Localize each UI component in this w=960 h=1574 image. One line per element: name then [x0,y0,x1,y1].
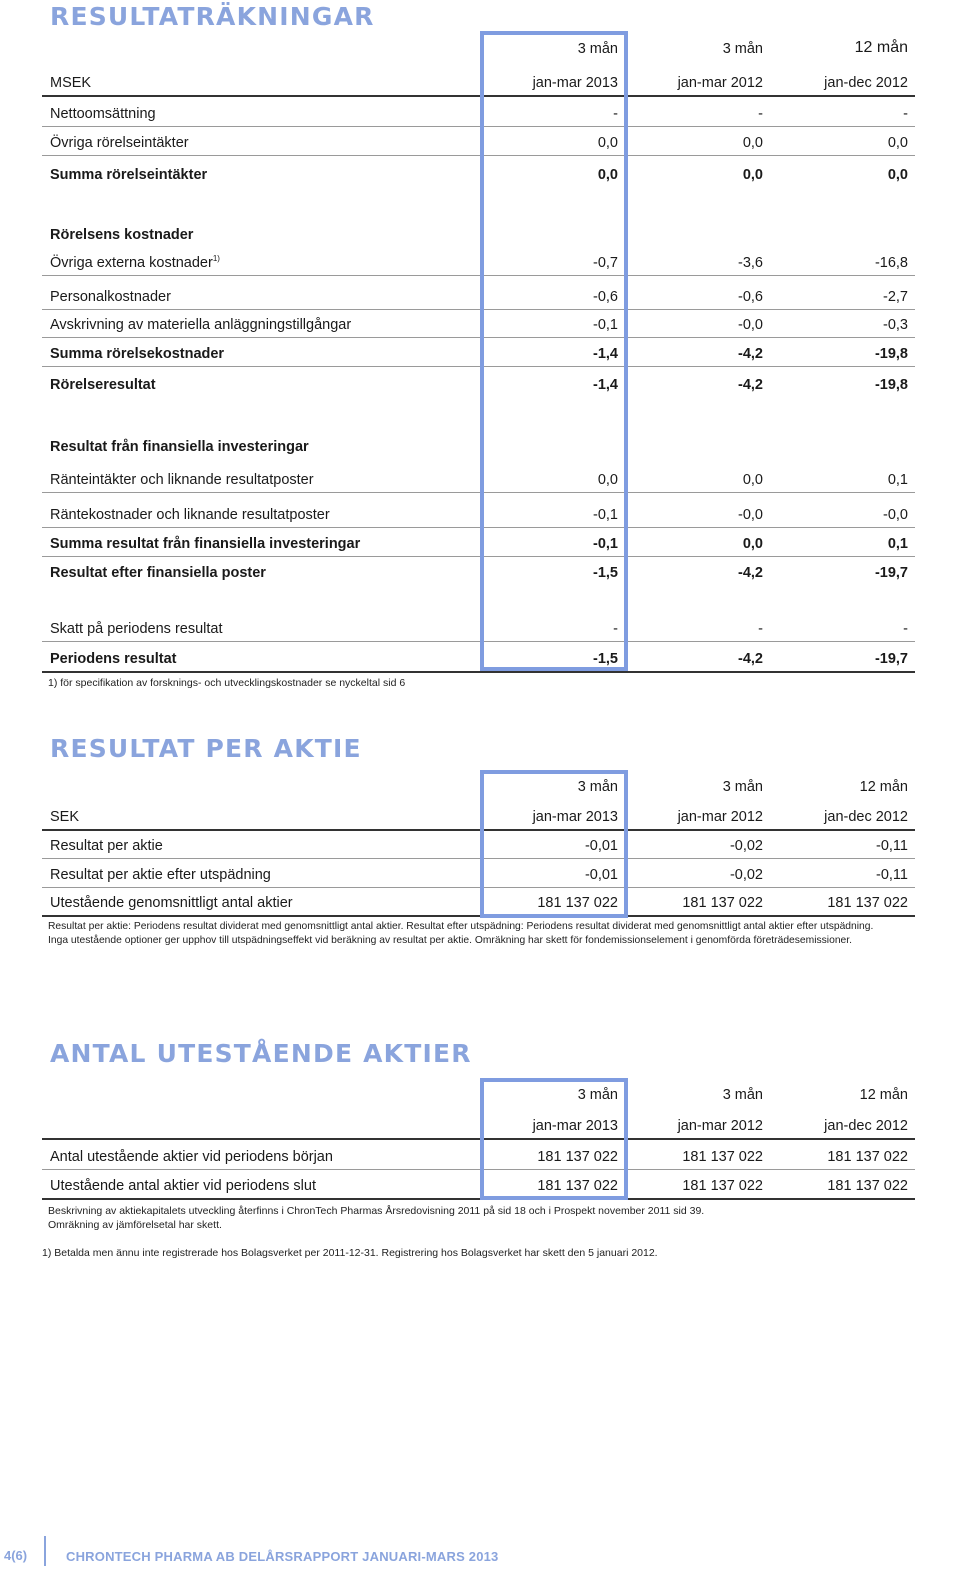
header-range-col2: jan-mar 2012 [677,809,763,825]
header-period-col2: 3 mån [722,779,763,795]
row-value-col2: 0,0 [742,167,763,183]
eps-note: Inga utestående optioner ger upphov till utspädningseffekt vid beräkning av resultat per aktie. Omräkning har skett för fondemissionselement i genomförda företrädesemissioner. [48,935,852,946]
row-value-col2: -3,6 [738,255,763,271]
row-value-col1: 181 137 022 [537,1149,618,1165]
row-value-col1: 181 137 022 [537,895,618,911]
header-range-col3: jan-dec 2012 [824,1118,908,1134]
row-value-col2: 0,0 [742,135,763,151]
header-range-col1: jan-mar 2013 [532,809,618,825]
row-value-col3: -16,8 [874,255,908,271]
row-value-col3: 181 137 022 [827,1178,908,1194]
row-value-col3: -19,8 [874,346,908,362]
table-row [42,498,915,528]
row-label: Utestående antal aktier vid periodens slut [50,1178,316,1194]
header-period-col3: 12 mån [859,1087,908,1103]
header-period-col3: 12 mån [854,39,908,56]
row-value-col1: -0,1 [593,317,618,333]
row-value-col3: -19,8 [874,377,908,393]
header-period-col2: 3 mån [722,41,763,57]
row-value-col2: -4,2 [738,377,763,393]
row-label: Resultat efter finansiella poster [50,565,266,581]
row-label: Resultat per aktie efter utspädning [50,867,271,883]
row-value-col2: -0,0 [738,317,763,333]
row-value-col2: 0,0 [742,472,763,488]
row-value-col1: -0,1 [593,507,618,523]
row-value-col2: 181 137 022 [682,1149,763,1165]
row-label: Nettoomsättning [50,106,156,122]
header-range-col2: jan-mar 2012 [677,1118,763,1134]
table-row-total [42,337,915,367]
row-label: Resultat per aktie [50,838,163,854]
header-period-row [42,770,915,799]
table-row [42,829,915,859]
unit-label: MSEK [50,75,92,91]
header-period-col1: 3 mån [577,41,618,57]
row-value-col3: -0,11 [876,838,908,854]
header-range-row [42,66,915,97]
row-value-col1: -1,4 [593,346,618,362]
row-value-col3: 181 137 022 [827,895,908,911]
table-row [42,858,915,888]
row-label: Summa resultat från finansiella investeringar [50,536,361,552]
row-label: Räntekostnader och liknande resultatposter [50,507,330,523]
unit-label: SEK [50,809,80,825]
row-value-col3: 0,1 [887,472,908,488]
header-range-col1: jan-mar 2013 [532,75,618,91]
row-label: Utestående genomsnittligt antal aktier [50,895,293,911]
row-value-col3: 0,1 [887,536,908,552]
header-range-col2: jan-mar 2012 [677,75,763,91]
row-value-col2: - [758,621,763,637]
row-value-col1: 0,0 [597,472,618,488]
table-row [42,886,915,917]
row-value-col3: - [903,621,908,637]
row-value-col1: 0,0 [597,167,618,183]
section-title-resultat-per-aktie: RESULTAT PER AKTIE [50,734,362,763]
row-value-col2: -0,02 [729,867,763,883]
header-period-col1: 3 mån [577,1087,618,1103]
row-value-col1: -0,1 [593,536,618,552]
row-label: Övriga rörelseintäkter [50,135,189,151]
row-value-col2: -0,6 [738,289,763,305]
row-value-col1: -1,4 [593,377,618,393]
footnote-marker: 1) [212,254,220,264]
row-value-col1: - [613,106,618,122]
table-row-total [42,527,915,557]
row-value-col2: 181 137 022 [682,1178,763,1194]
table-subheading [42,430,915,459]
row-label: Skatt på periodens resultat [50,621,223,637]
row-value-col3: -0,11 [876,867,908,883]
row-label [50,254,220,271]
table-row [42,463,915,493]
table-row [42,280,915,310]
section-title-antal-utestaende-aktier: ANTAL UTESTÅENDE AKTIER [50,1039,472,1068]
row-value-col2: -4,2 [738,346,763,362]
header-period-row [42,32,915,61]
row-value-col2: -4,2 [738,565,763,581]
row-value-col2: -0,02 [729,838,763,854]
row-label: Summa rörelseintäkter [50,167,208,183]
row-label: Resultat från finansiella investeringar [50,439,309,455]
row-value-col3: -19,7 [874,565,908,581]
row-value-col2: -4,2 [738,651,763,667]
table-subheading [42,218,915,247]
row-value-col1: -1,5 [593,651,618,667]
page-number: 4(6) [4,1548,28,1563]
table-row [42,612,915,642]
row-label: Ränteintäkter och liknande resultatposter [50,472,314,488]
header-period-col1: 3 mån [577,779,618,795]
footer-divider [44,1536,46,1566]
row-value-col1: 181 137 022 [537,1178,618,1194]
footnote: 1) för specifikation av forsknings- och utvecklingskostnader se nyckeltal sid 6 [48,677,406,689]
row-value-col2: 181 137 022 [682,895,763,911]
row-value-col1: -0,6 [593,289,618,305]
row-value-col3: -0,3 [883,317,908,333]
row-value-col1: -1,5 [593,565,618,581]
row-label: Summa rörelsekostnader [50,346,225,362]
footer-report-title: CHRONTECH PHARMA AB DELÅRSRAPPORT JANUARI-MARS 2013 [66,1549,499,1564]
table-row [42,308,915,338]
row-label: Avskrivning av materiella anläggningstillgångar [50,317,352,333]
row-label: Antal utestående aktier vid periodens början [50,1149,333,1165]
table-row-total [42,642,915,673]
table-row-total [42,158,915,187]
header-range-col3: jan-dec 2012 [824,75,908,91]
shares-note: Omräkning av jämförelsetal har skett. [48,1219,222,1231]
table-row [42,1169,915,1200]
row-value-col2: - [758,106,763,122]
row-label: Periodens resultat [50,651,177,667]
row-value-col3: -2,7 [883,289,908,305]
row-label: Rörelsens kostnader [50,227,194,243]
row-value-col1: -0,01 [584,867,618,883]
footnote: 1) Betalda men ännu inte registrerade hos Bolagsverket per 2011-12-31. Registrering hos Bolagsverket har skett den 5 januari 2012. [42,1247,658,1259]
header-period-col2: 3 mån [722,1087,763,1103]
section-title-resultatrakningar: RESULTATRÄKNINGAR [50,2,375,31]
shares-note: Beskrivning av aktiekapitalets utveckling återfinns i ChronTech Pharmas Årsredovisning 2011 på sid 18 och i Prospekt november 2011 sid 39. [48,1205,705,1217]
row-value-col2: -0,0 [738,507,763,523]
header-range-col1: jan-mar 2013 [532,1118,618,1134]
table-row [42,97,915,127]
row-value-col1: - [613,621,618,637]
row-value-col3: 0,0 [887,167,908,183]
header-range-col3: jan-dec 2012 [824,809,908,825]
eps-note: Resultat per aktie: Periodens resultat dividerat med genomsnittligt antal aktier. Resultat efter utspädning: Periodens resultat dividerat med genomsnittligt antal aktier efter utspädning. [48,921,874,932]
row-value-col1: -0,01 [584,838,618,854]
table-row [42,246,915,276]
table-row-total [42,368,915,397]
row-value-col3: -0,0 [883,507,908,523]
table-row [42,126,915,156]
row-label: Rörelseresultat [50,377,156,393]
row-label-text: Övriga externa kostnader [50,255,213,271]
header-range-row [42,1109,915,1140]
table-row-total [42,556,915,585]
row-value-col3: - [903,106,908,122]
row-value-col3: 0,0 [887,135,908,151]
header-period-col3: 12 mån [859,779,908,795]
row-value-col3: 181 137 022 [827,1149,908,1165]
row-value-col1: -0,7 [593,255,618,271]
row-label: Personalkostnader [50,289,171,305]
header-range-row [42,800,915,831]
header-period-row [42,1078,915,1107]
row-value-col1: 0,0 [597,135,618,151]
table-row [42,1140,915,1170]
row-value-col2: 0,0 [742,536,763,552]
row-value-col3: -19,7 [874,651,908,667]
